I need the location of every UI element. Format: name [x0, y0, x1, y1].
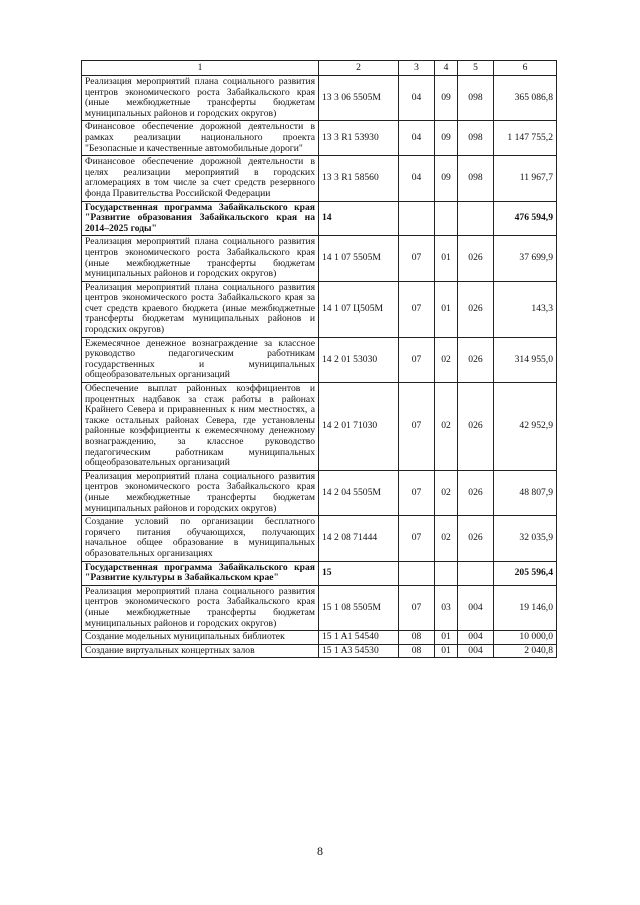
document-page — [81, 60, 556, 658]
row-section — [399, 561, 435, 585]
row-recipient-code: 004 — [458, 631, 494, 645]
row-description: Создание модельных муниципальных библиотек — [82, 631, 319, 645]
row-code: 14 — [319, 201, 399, 236]
table-row — [82, 644, 557, 658]
row-description: Реализация мероприятий плана социального развития центров экономического роста Забайкальского края за счет средств краевого бюджета (иные межбюджетные трансферты бюджетам муниципальных районов и городских округов) — [82, 281, 319, 337]
row-amount: 10 000,0 — [494, 631, 557, 645]
row-section: 07 — [399, 470, 435, 515]
row-recipient-code: 026 — [458, 516, 494, 561]
row-description: Государственная программа Забайкальского края "Развитие культуры в Забайкальском крае" — [82, 561, 319, 585]
row-recipient-code: 026 — [458, 470, 494, 515]
column-header-2: 2 — [319, 61, 399, 76]
row-subsection — [435, 201, 458, 236]
row-recipient-code: 004 — [458, 644, 494, 658]
row-subsection: 02 — [435, 383, 458, 471]
row-description: Финансовое обеспечение дорожной деятельности в рамках реализации национального проекта "Безопасные и качественные автомобильные дороги" — [82, 121, 319, 156]
table-row — [82, 281, 557, 337]
row-amount: 48 807,9 — [494, 470, 557, 515]
row-code: 14 2 01 71030 — [319, 383, 399, 471]
row-amount: 1 147 755,2 — [494, 121, 557, 156]
row-section: 04 — [399, 76, 435, 121]
row-recipient-code: 098 — [458, 76, 494, 121]
row-amount: 37 699,9 — [494, 236, 557, 281]
row-recipient-code: 026 — [458, 383, 494, 471]
row-recipient-code — [458, 561, 494, 585]
row-subsection: 01 — [435, 281, 458, 337]
row-section: 07 — [399, 585, 435, 630]
row-amount: 11 967,7 — [494, 156, 557, 201]
table-row — [82, 516, 557, 561]
row-amount: 314 955,0 — [494, 337, 557, 382]
row-amount: 2 040,8 — [494, 644, 557, 658]
table-row — [82, 201, 557, 236]
column-header-4: 4 — [435, 61, 458, 76]
row-amount: 42 952,9 — [494, 383, 557, 471]
table-body — [82, 76, 557, 658]
page-number: 8 — [317, 844, 323, 858]
row-recipient-code: 026 — [458, 337, 494, 382]
row-subsection: 02 — [435, 516, 458, 561]
row-amount: 476 594,9 — [494, 201, 557, 236]
table-row — [82, 383, 557, 471]
row-description: Создание условий по организации бесплатного горячего питания обучающихся, получающих начальное общее образование в муниципальных образовательных организациях — [82, 516, 319, 561]
column-header-3: 3 — [399, 61, 435, 76]
row-section: 07 — [399, 516, 435, 561]
row-subsection: 09 — [435, 76, 458, 121]
row-amount: 365 086,8 — [494, 76, 557, 121]
row-code: 13 3 R1 53930 — [319, 121, 399, 156]
row-code: 14 2 01 53030 — [319, 337, 399, 382]
row-section: 07 — [399, 337, 435, 382]
row-amount: 205 596,4 — [494, 561, 557, 585]
row-subsection: 02 — [435, 470, 458, 515]
row-recipient-code: 004 — [458, 585, 494, 630]
row-description: Ежемесячное денежное вознаграждение за классное руководство педагогическим работникам государственных и муниципальных общеобразовательных организаций — [82, 337, 319, 382]
row-subsection: 02 — [435, 337, 458, 382]
table-row — [82, 236, 557, 281]
table-row — [82, 631, 557, 645]
row-code: 15 1 08 5505М — [319, 585, 399, 630]
row-recipient-code: 098 — [458, 121, 494, 156]
row-section: 07 — [399, 281, 435, 337]
row-code: 15 1 A1 54540 — [319, 631, 399, 645]
row-description: Государственная программа Забайкальского края "Развитие образования Забайкальского края на 2014–2025 годы" — [82, 201, 319, 236]
row-subsection: 01 — [435, 631, 458, 645]
row-recipient-code: 026 — [458, 236, 494, 281]
row-recipient-code: 026 — [458, 281, 494, 337]
row-description: Реализация мероприятий плана социального развития центров экономического роста Забайкальского края (иные межбюджетные трансферты бюджетам муниципальных районов и городских округов) — [82, 76, 319, 121]
row-subsection: 03 — [435, 585, 458, 630]
header-row — [82, 61, 557, 76]
row-code: 15 1 A3 54530 — [319, 644, 399, 658]
row-subsection: 09 — [435, 156, 458, 201]
row-section: 08 — [399, 631, 435, 645]
row-amount: 19 146,0 — [494, 585, 557, 630]
table-row — [82, 585, 557, 630]
row-description: Реализация мероприятий плана социального развития центров экономического роста Забайкальского края (иные межбюджетные трансферты бюджетам муниципальных районов и городских округов) — [82, 470, 319, 515]
row-code: 15 — [319, 561, 399, 585]
row-recipient-code — [458, 201, 494, 236]
row-description: Создание виртуальных концертных залов — [82, 644, 319, 658]
row-description: Реализация мероприятий плана социального развития центров экономического роста Забайкальского края (иные межбюджетные трансферты бюджетам муниципальных районов и городских округов) — [82, 236, 319, 281]
row-section — [399, 201, 435, 236]
row-section: 04 — [399, 156, 435, 201]
row-amount: 32 035,9 — [494, 516, 557, 561]
row-subsection: 01 — [435, 644, 458, 658]
row-code: 14 2 08 71444 — [319, 516, 399, 561]
table-row — [82, 337, 557, 382]
table-row — [82, 561, 557, 585]
row-section: 08 — [399, 644, 435, 658]
row-recipient-code: 098 — [458, 156, 494, 201]
table-row — [82, 121, 557, 156]
row-subsection: 09 — [435, 121, 458, 156]
row-subsection: 01 — [435, 236, 458, 281]
row-subsection — [435, 561, 458, 585]
table-row — [82, 156, 557, 201]
row-description: Финансовое обеспечение дорожной деятельности в целях реализации мероприятий в городских агломерациях в том числе за счет средств резервного фонда Правительства Российской Федерации — [82, 156, 319, 201]
row-code: 13 3 06 5505М — [319, 76, 399, 121]
row-section: 07 — [399, 236, 435, 281]
row-section: 04 — [399, 121, 435, 156]
row-description: Обеспечение выплат районных коэффициентов и процентных надбавок за стаж работы в районах Крайнего Севера и приравненных к ним местностях, а также остальных районах Севера, где установлены районные коэффициенты к ежемесячному денежному вознаграждению, за классное руководство педагогическим работникам муниципальных общеобразовательных организаций — [82, 383, 319, 471]
column-header-6: 6 — [494, 61, 557, 76]
table-row — [82, 470, 557, 515]
table-row — [82, 76, 557, 121]
row-description: Реализация мероприятий плана социального развития центров экономического роста Забайкальского края (иные межбюджетные трансферты бюджетам муниципальных районов и городских округов) — [82, 585, 319, 630]
row-code: 13 3 R1 58560 — [319, 156, 399, 201]
row-section: 07 — [399, 383, 435, 471]
budget-table — [81, 60, 557, 658]
column-header-1: 1 — [82, 61, 319, 76]
column-header-5: 5 — [458, 61, 494, 76]
row-code: 14 2 04 5505М — [319, 470, 399, 515]
row-code: 14 1 07 5505М — [319, 236, 399, 281]
row-amount: 143,3 — [494, 281, 557, 337]
row-code: 14 1 07 Ц505М — [319, 281, 399, 337]
